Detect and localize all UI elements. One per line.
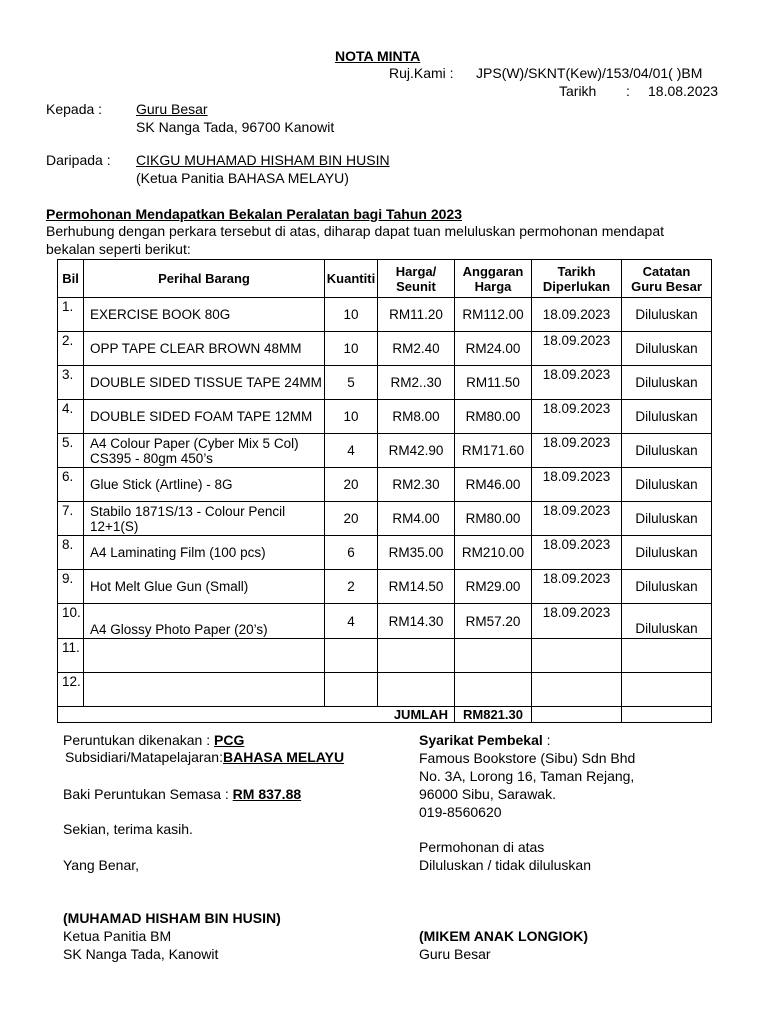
cell-bil: 1. [58, 298, 84, 332]
supplier-address-line1: No. 3A, Lorong 16, Taman Rejang, [419, 768, 635, 784]
date-label: Tarikh [559, 83, 597, 99]
total-empty-note [622, 707, 712, 723]
cell-unit-price: RM35.00 [378, 536, 455, 570]
cell-item: DOUBLE SIDED TISSUE TAPE 24MM [84, 366, 325, 400]
supplier-heading [419, 732, 551, 748]
cell-date: 18.09.2023 [532, 468, 622, 502]
cell-item: Stabilo 1871S/13 - Colour Pencil 12+1(S) [84, 502, 325, 536]
cell-qty: 20 [325, 502, 378, 536]
table-row [58, 366, 712, 400]
cell-unit-price [378, 673, 455, 707]
total-value: RM821.30 [455, 707, 532, 723]
cell-note: Diluluskan [622, 604, 712, 639]
cell-bil: 9. [58, 570, 84, 604]
header-unit-price: Harga/ Seunit [378, 260, 455, 298]
header-estimated-price: Anggaran Harga [455, 260, 532, 298]
cell-bil: 3. [58, 366, 84, 400]
cell-qty: 4 [325, 434, 378, 468]
cell-estimated-price: RM11.50 [455, 366, 532, 400]
cell-item: Glue Stick (Artline) - 8G [84, 468, 325, 502]
cell-item: OPP TAPE CLEAR BROWN 48MM [84, 332, 325, 366]
balance-value: RM 837.88 [232, 786, 302, 802]
cell-unit-price: RM42.90 [378, 434, 455, 468]
cell-estimated-price: RM46.00 [455, 468, 532, 502]
approver-name: (MIKEM ANAK LONGIOK) [419, 928, 589, 944]
cell-date: 18.09.2023 [532, 332, 622, 366]
cell-note: Diluluskan [622, 468, 712, 502]
total-empty-date [532, 707, 622, 723]
date-value: 18.08.2023 [648, 83, 719, 99]
cell-note [622, 673, 712, 707]
from-label: Daripada : [46, 152, 111, 168]
header-date-needed: Tarikh Diperlukan [532, 260, 622, 298]
table-header-row [58, 260, 712, 298]
cell-qty: 20 [325, 468, 378, 502]
cell-estimated-price: RM210.00 [455, 536, 532, 570]
cell-unit-price: RM2.40 [378, 332, 455, 366]
cell-note: Diluluskan [622, 366, 712, 400]
cell-note: Diluluskan [622, 502, 712, 536]
cell-qty [325, 673, 378, 707]
to-label: Kepada : [46, 101, 103, 117]
cell-bil: 12. [58, 673, 84, 707]
cell-unit-price: RM14.30 [378, 604, 455, 639]
supplier-name: Famous Bookstore (Sibu) Sdn Bhd [419, 750, 636, 766]
cell-item [84, 639, 325, 673]
balance-line [63, 786, 301, 802]
cell-item: EXERCISE BOOK 80G [84, 298, 325, 332]
cell-bil: 11. [58, 639, 84, 673]
reference-label: Ruj.Kami : [389, 65, 454, 81]
table-row [58, 570, 712, 604]
cell-qty [325, 639, 378, 673]
table-row [58, 400, 712, 434]
cell-bil: 7. [58, 502, 84, 536]
cell-note: Diluluskan [622, 570, 712, 604]
total-label: JUMLAH [58, 707, 455, 723]
table-total-row [58, 707, 712, 723]
subject-body-line1: Berhubung dengan perkara tersebut di atas, diharap dapat tuan meluluskan permohonan mendapat [46, 223, 664, 239]
cell-qty: 6 [325, 536, 378, 570]
cell-bil: 2. [58, 332, 84, 366]
cell-bil: 4. [58, 400, 84, 434]
cell-unit-price: RM11.20 [378, 298, 455, 332]
cell-qty: 10 [325, 400, 378, 434]
cell-date: 18.09.2023 [532, 434, 622, 468]
cell-unit-price: RM14.50 [378, 570, 455, 604]
cell-date [532, 639, 622, 673]
cell-item: Hot Melt Glue Gun (Small) [84, 570, 325, 604]
allocation-label: Peruntukan dikenakan : [63, 732, 211, 748]
header-item: Perihal Barang [84, 260, 325, 298]
sender-role: Ketua Panitia BM [63, 928, 172, 944]
cell-item: DOUBLE SIDED FOAM TAPE 12MM [84, 400, 325, 434]
cell-estimated-price: RM80.00 [455, 400, 532, 434]
cell-bil: 10. [58, 604, 84, 639]
closing-yang-benar: Yang Benar, [63, 857, 140, 873]
cell-bil: 5. [58, 434, 84, 468]
cell-item: A4 Colour Paper (Cyber Mix 5 Col) CS395 - 80gm 450’s [84, 434, 325, 468]
table-row [58, 673, 712, 707]
cell-estimated-price: RM112.00 [455, 298, 532, 332]
approver-role: Guru Besar [419, 946, 491, 962]
cell-item: A4 Glossy Photo Paper (20’s) [84, 604, 325, 639]
cell-note [622, 639, 712, 673]
allocation-value: PCG [214, 732, 245, 748]
cell-unit-price: RM4.00 [378, 502, 455, 536]
table-row [58, 332, 712, 366]
cell-date: 18.09.2023 [532, 298, 622, 332]
from-position: (Ketua Panitia BAHASA MELAYU) [136, 170, 349, 186]
cell-date: 18.09.2023 [532, 400, 622, 434]
subject-title: Permohonan Mendapatkan Bekalan Peralatan bagi Tahun 2023 [46, 206, 462, 222]
table-row [58, 298, 712, 332]
cell-note: Diluluskan [622, 400, 712, 434]
cell-qty: 2 [325, 570, 378, 604]
table-row [58, 468, 712, 502]
header-headmaster-note: Catatan Guru Besar [622, 260, 712, 298]
cell-date: 18.09.2023 [532, 570, 622, 604]
cell-bil: 8. [58, 536, 84, 570]
cell-date [532, 673, 622, 707]
cell-qty: 10 [325, 332, 378, 366]
closing-thanks: Sekian, terima kasih. [63, 821, 193, 837]
cell-unit-price: RM8.00 [378, 400, 455, 434]
allocation-line [63, 732, 244, 748]
cell-estimated-price: RM171.60 [455, 434, 532, 468]
to-recipient: Guru Besar [136, 101, 208, 117]
document-title: NOTA MINTA [335, 48, 421, 64]
cell-unit-price [378, 639, 455, 673]
subject-body-line2: bekalan seperti berikut: [46, 241, 191, 257]
cell-date: 18.09.2023 [532, 536, 622, 570]
table-row [58, 536, 712, 570]
supplier-address-line2: 96000 Sibu, Sarawak. [419, 786, 556, 802]
approval-line1: Permohonan di atas [419, 839, 545, 855]
subsidiary-label: Subsidiari/Matapelajaran: [65, 749, 223, 765]
cell-date: 18.09.2023 [532, 502, 622, 536]
cell-qty: 4 [325, 604, 378, 639]
cell-note: Diluluskan [622, 332, 712, 366]
approval-line2: Diluluskan / tidak diluluskan [419, 857, 591, 873]
cell-item: A4 Laminating Film (100 pcs) [84, 536, 325, 570]
supplier-label: Syarikat Pembekal [419, 732, 543, 748]
cell-bil: 6. [58, 468, 84, 502]
cell-note: Diluluskan [622, 434, 712, 468]
cell-unit-price: RM2..30 [378, 366, 455, 400]
cell-estimated-price: RM24.00 [455, 332, 532, 366]
table-row [58, 502, 712, 536]
cell-qty: 10 [325, 298, 378, 332]
reference-number: JPS(W)/SKNT(Kew)/153/04/01( )BM [476, 65, 703, 81]
sender-name: (MUHAMAD HISHAM BIN HUSIN) [63, 910, 281, 926]
cell-note: Diluluskan [622, 298, 712, 332]
cell-date: 18.09.2023 [532, 366, 622, 400]
cell-item [84, 673, 325, 707]
subsidiary-line [65, 749, 344, 765]
table-row [58, 639, 712, 673]
balance-label: Baki Peruntukan Semasa : [63, 786, 229, 802]
cell-date: 18.09.2023 [532, 604, 622, 639]
cell-estimated-price [455, 673, 532, 707]
cell-unit-price: RM2.30 [378, 468, 455, 502]
supplier-phone: 019-8560620 [419, 804, 502, 820]
cell-estimated-price [455, 639, 532, 673]
supplier-colon: : [542, 732, 551, 748]
cell-estimated-price: RM57.20 [455, 604, 532, 639]
cell-estimated-price: RM80.00 [455, 502, 532, 536]
to-address: SK Nanga Tada, 96700 Kanowit [136, 119, 335, 135]
header-qty: Kuantiti [325, 260, 378, 298]
cell-qty: 5 [325, 366, 378, 400]
date-separator: : [626, 83, 630, 99]
sender-school: SK Nanga Tada, Kanowit [63, 946, 219, 962]
items-table [57, 259, 712, 723]
subsidiary-value: BAHASA MELAYU [222, 749, 345, 765]
header-bil: Bil [58, 260, 84, 298]
from-sender: CIKGU MUHAMAD HISHAM BIN HUSIN [136, 152, 390, 168]
cell-note: Diluluskan [622, 536, 712, 570]
table-row [58, 604, 712, 639]
table-row [58, 434, 712, 468]
cell-estimated-price: RM29.00 [455, 570, 532, 604]
